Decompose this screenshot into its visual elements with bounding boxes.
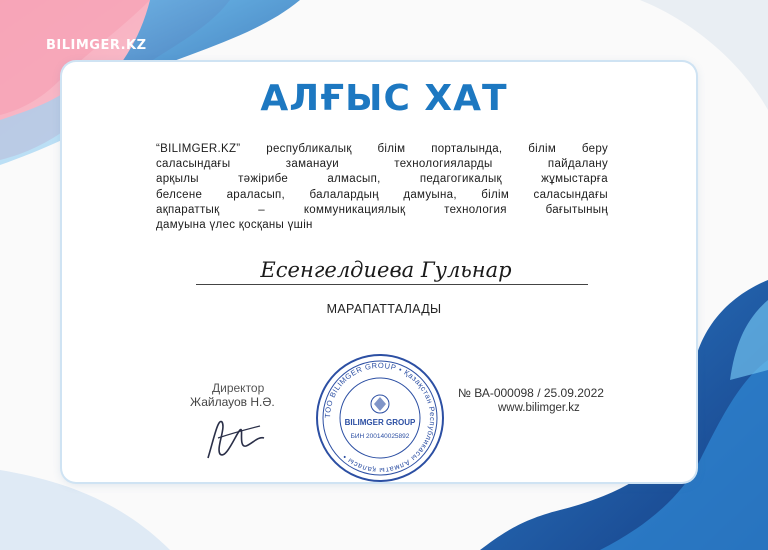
recipient-underline — [196, 284, 588, 285]
stamp-ring-text: ТОО BILIMGER GROUP • Қазақстан Республикасы Алматы қаласы • — [322, 360, 438, 476]
body-line: “BILIMGER.KZ” республикалық білім порталында, білім беру — [156, 143, 608, 155]
body-line: арқылы тәжірибе алмасып, педагогикалық жұмыстарға — [156, 173, 608, 186]
director-signature — [200, 408, 270, 468]
body-line: ақпараттық – коммуникациялық технология бағытының — [156, 203, 608, 216]
certificate-number: № ВА-000098 / 25.09.2022 — [458, 386, 604, 400]
certificate-body — [156, 142, 608, 233]
body-line: дамуына үлес қосқаны үшін — [156, 219, 313, 232]
certificate-title: АЛҒЫС ХАТ — [260, 78, 508, 119]
stamp-center-text: BILIMGER GROUP — [344, 418, 416, 427]
body-line: белсене араласып, балалардың дамуына, білім саласындағы — [156, 188, 608, 201]
director-name: Жайлауов Н.Ә. — [190, 395, 275, 409]
stamp-bin-text: БИН 200140025892 — [350, 433, 410, 440]
company-stamp — [314, 352, 446, 484]
brand-logo-text: BILIMGER.KZ — [46, 38, 147, 53]
body-line: саласындағы заманауи технологияларды пайдалану — [156, 158, 608, 171]
website-link[interactable]: www.bilimger.kz — [498, 402, 580, 414]
director-role: Директор — [212, 381, 265, 395]
awarded-label: МАРАПАТТАЛАДЫ — [326, 302, 442, 316]
recipient-name: Есенгелдиева Гульнар — [260, 258, 512, 282]
